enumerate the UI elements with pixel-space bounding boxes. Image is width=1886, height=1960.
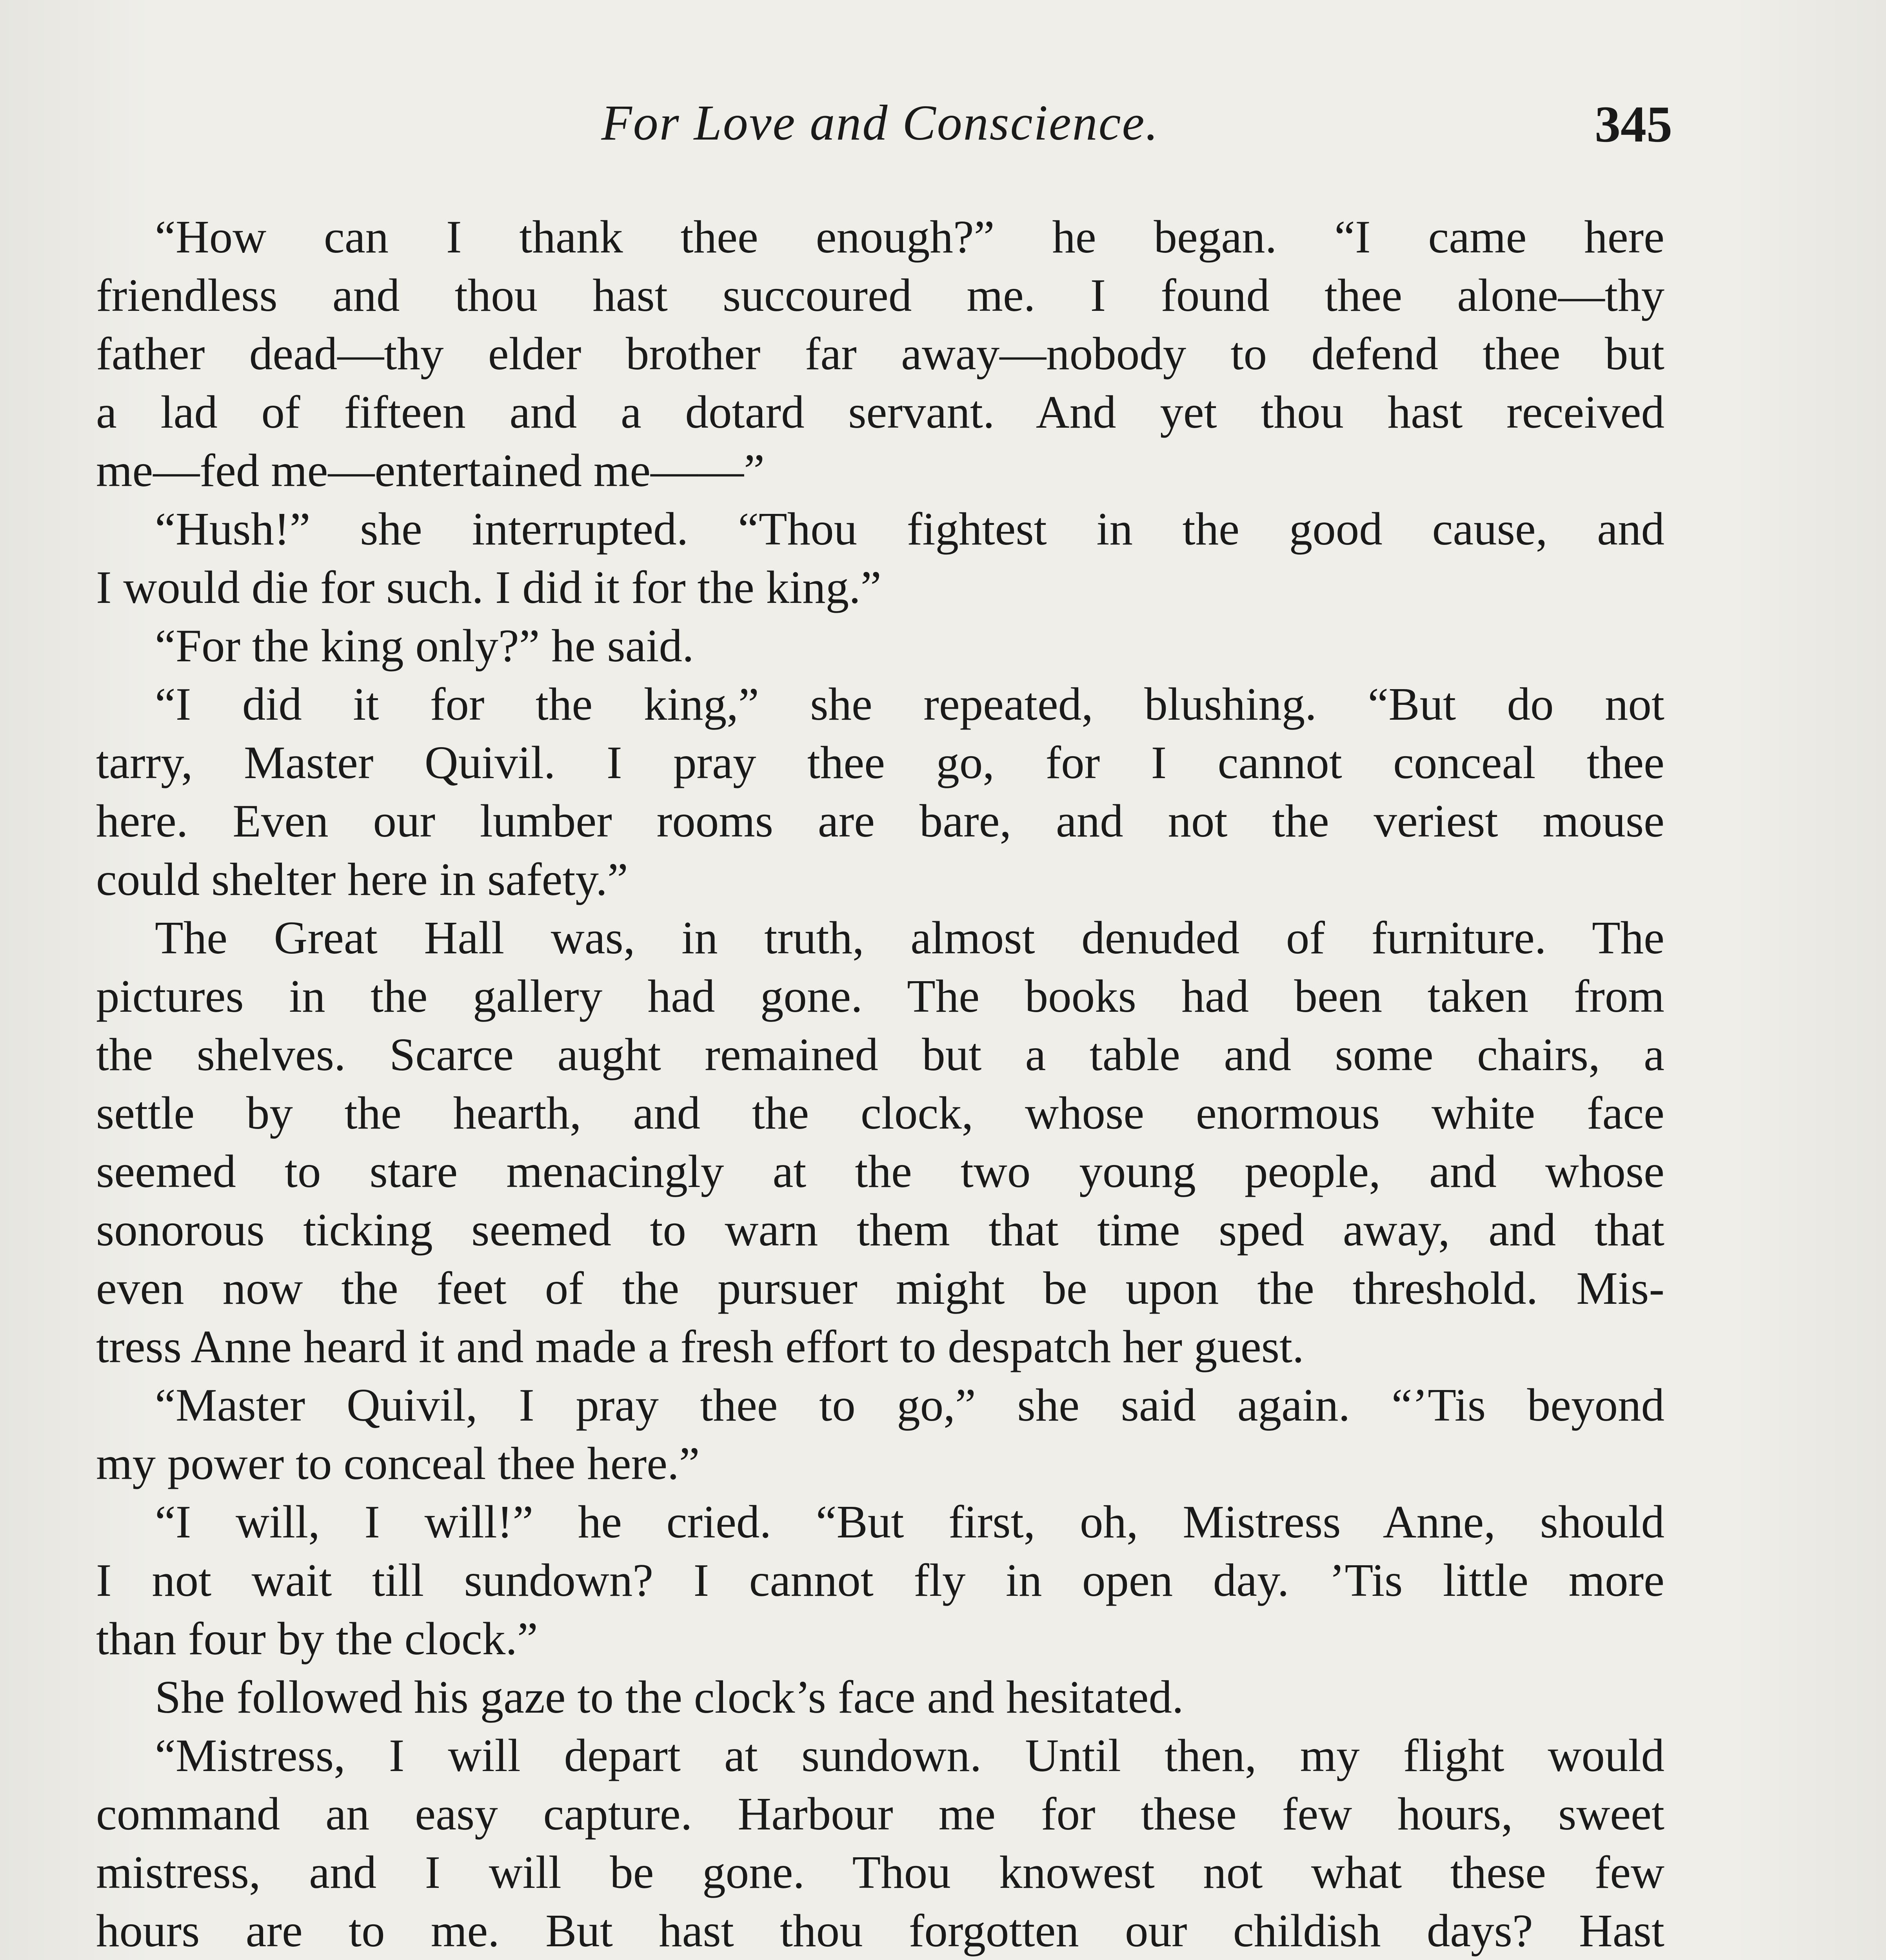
text-line: She followed his gaze to the clock’s face and hesitated.	[155, 1671, 1184, 1723]
text-line: father dead—thy elder brother far away—nobody to defend thee but	[96, 328, 1664, 379]
text-line: tarry, Master Quivil. I pray thee go, for I cannot conceal thee	[96, 737, 1664, 788]
text-line: my power to conceal thee here.”	[96, 1437, 700, 1489]
text-line: “Master Quivil, I pray thee to go,” she said again. “’Tis beyond	[155, 1379, 1664, 1431]
text-line: sonorous ticking seemed to warn them that time sped away, and that	[96, 1204, 1664, 1256]
body-text	[96, 208, 1664, 1960]
text-line: “I did it for the king,” she repeated, blushing. “But do not	[155, 678, 1664, 730]
page-number: 345	[1595, 95, 1672, 153]
running-title: For Love and Conscience.	[601, 95, 1159, 151]
text-line: “I will, I will!” he cried. “But first, oh, Mistress Anne, should	[155, 1496, 1664, 1548]
text-line: “Mistress, I will depart at sundown. Until then, my flight would	[155, 1730, 1664, 1781]
text-line: settle by the hearth, and the clock, whose enormous white face	[96, 1087, 1664, 1139]
text-line: here. Even our lumber rooms are bare, and not the veriest mouse	[96, 795, 1664, 847]
text-line: mistress, and I will be gone. Thou knowest not what these few	[96, 1846, 1664, 1898]
text-line: even now the feet of the pursuer might be upon the threshold. Mis-	[96, 1262, 1664, 1314]
text-line: could shelter here in safety.”	[96, 853, 628, 905]
text-line: I not wait till sundown? I cannot fly in open day. ’Tis little more	[96, 1554, 1664, 1606]
text-line: friendless and thou hast succoured me. I found thee alone—thy	[96, 269, 1664, 321]
text-line: “For the king only?” he said.	[155, 620, 694, 671]
page-header	[96, 94, 1672, 165]
text-line: a lad of fifteen and a dotard servant. And yet thou hast received	[96, 386, 1664, 438]
text-line: seemed to stare menacingly at the two young people, and whose	[96, 1145, 1664, 1197]
text-line: the shelves. Scarce aught remained but a table and some chairs, a	[96, 1029, 1664, 1080]
text-line: pictures in the gallery had gone. The books had been taken from	[96, 970, 1664, 1022]
text-line: “How can I thank thee enough?” he began. “I came here	[155, 211, 1664, 263]
text-line: me—fed me—entertained me——”	[96, 445, 765, 496]
text-line: than four by the clock.”	[96, 1613, 538, 1664]
text-line: “Hush!” she interrupted. “Thou fightest in the good cause, and	[155, 503, 1664, 555]
text-line: hours are to me. But hast thou forgotten our childish days? Hast	[96, 1905, 1664, 1956]
text-line: tress Anne heard it and made a fresh effort to despatch her guest.	[96, 1321, 1304, 1372]
text-line: command an easy capture. Harbour me for these few hours, sweet	[96, 1788, 1664, 1840]
text-line: I would die for such. I did it for the king.”	[96, 561, 881, 613]
text-line: The Great Hall was, in truth, almost denuded of furniture. The	[155, 912, 1664, 964]
